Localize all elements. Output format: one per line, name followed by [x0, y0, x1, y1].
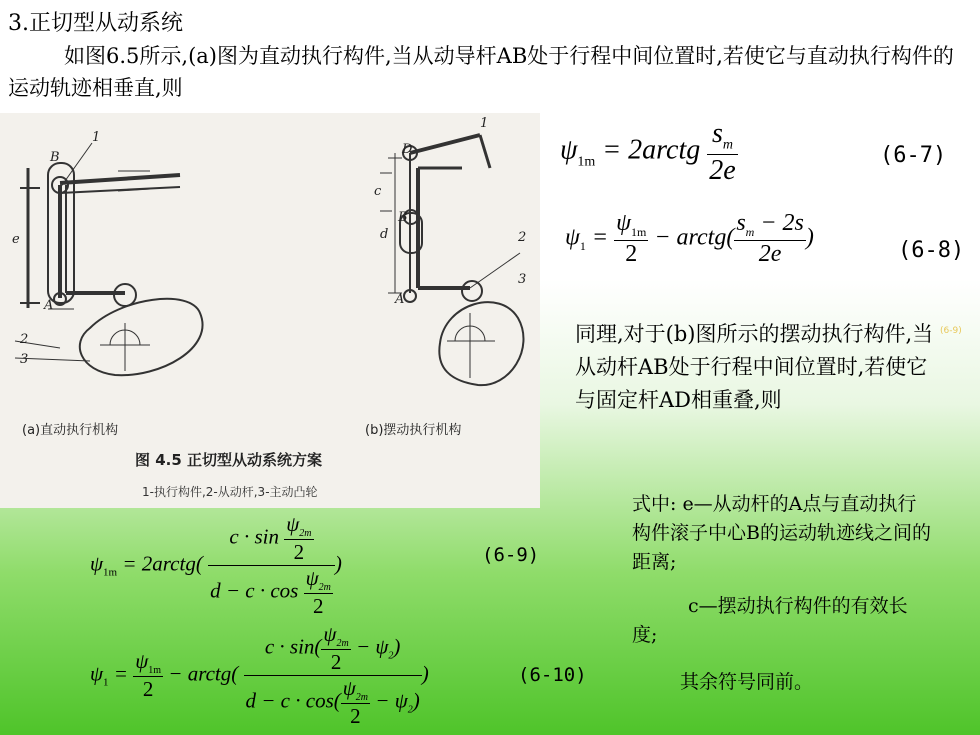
- notes-line-3: 其余符号同前。: [680, 671, 814, 693]
- figure-label-a: (a)直动执行机构: [22, 423, 119, 438]
- svg-text:1: 1: [92, 130, 101, 145]
- equation-number-6-7: (6-7): [880, 143, 947, 168]
- svg-text:e: e: [12, 232, 20, 247]
- mechanism-figure: [0, 113, 540, 508]
- figure-subcaption: 1-执行构件,2-从动杆,3-主动凸轮: [142, 485, 318, 499]
- svg-text:D: D: [402, 142, 413, 157]
- svg-text:2: 2: [20, 332, 29, 347]
- intro-paragraph: 如图6.5所示,(a)图为直动执行构件,当从动导杆AB处于行程中间位置时,若使它与直动执行构件的运动轨迹相垂直,则: [8, 44, 954, 100]
- svg-text:A: A: [395, 292, 405, 307]
- ghost-equation-number: (6-9): [940, 326, 962, 336]
- svg-text:2: 2: [518, 230, 527, 245]
- right-paragraph: 同理,对于(b)图所示的摆动执行构件,当从动杆AB处于行程中间位置时,若使它与固定杆AD相重叠,则: [575, 322, 934, 412]
- equation-number-6-8: (6-8): [898, 238, 965, 263]
- section-title: 3.正切型从动系统: [8, 11, 183, 36]
- svg-text:B: B: [398, 210, 408, 225]
- notes-line-1: 式中: e—从动杆的A点与直动执行构件滚子中心B的运动轨迹线之间的距离;: [632, 493, 931, 573]
- equation-6-7: $\psi_{1m}$ = 2arctg $\frac{s_m}{2e}$: [560, 118, 736, 186]
- equation-6-8: $\psi_1$ = $\frac{\psi_{1m}}{2}$ − arctg( $\frac{s_m - 2s}{2e}$ ): [565, 210, 814, 267]
- equation-6-10: $\psi_1$ = $\frac{\psi_{1m}}{2}$ − arctg( c · sin( $\frac{\psi_{2m}}{2}$ − $\psi_2$) d − c · cos( $\frac{\psi_{2m}}{2}$ − $\psi_2$) ): [90, 622, 429, 729]
- equation-number-6-10: (6-10): [518, 664, 587, 686]
- equation-6-9: $\psi_{1m}$ = 2arctg( c · sin $\frac{\psi_{2m}}{2}$ d − c · cos $\frac{\psi_{2m}}{2}$ ): [90, 512, 342, 619]
- figure-label-b: (b)摆动执行机构: [365, 423, 462, 438]
- svg-text:3: 3: [20, 352, 29, 367]
- notes-line-2: c—摆动执行构件的有效长度;: [632, 595, 908, 646]
- svg-text:3: 3: [518, 272, 527, 287]
- svg-text:B: B: [50, 150, 60, 165]
- svg-text:c: c: [374, 184, 382, 199]
- svg-text:d: d: [380, 227, 389, 242]
- svg-text:1: 1: [480, 116, 489, 131]
- svg-text:A: A: [44, 298, 54, 313]
- figure-caption: 图 4.5 正切型从动系统方案: [135, 451, 323, 469]
- equation-number-6-9: (6-9): [482, 544, 540, 566]
